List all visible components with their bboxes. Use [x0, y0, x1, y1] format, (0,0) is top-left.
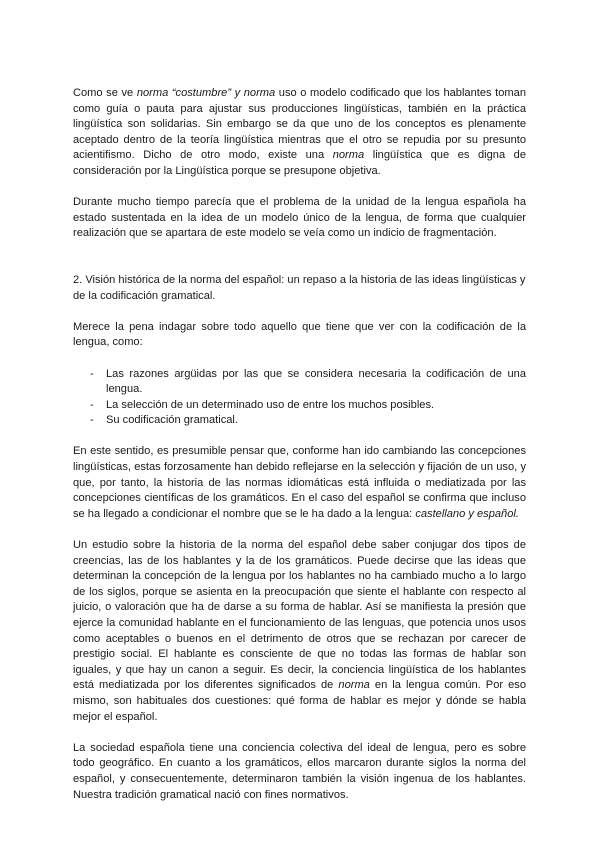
list-dash: -	[90, 398, 94, 411]
list-item: - La selección de un determinado uso de entre los muchos posibles.	[106, 398, 526, 414]
codification-list	[73, 367, 526, 429]
paragraph-concepciones: En este sentido, es presumible pensar que, conforme han ido cambiando las concepciones lingüísticas, estas forzosamente han debido reflejarse en la selección y fijación de un uso, y que, por tanto, la historia de las normas idiomáticas está influida o mediatizada por las concepciones científicas de los gramáticos. En el caso del español se confirma que incluso se ha llegado a condicionar el nombre que se le ha dado a la lengua: castellano y español.	[73, 445, 526, 520]
emphasis-norma: norma	[338, 679, 370, 692]
paragraph-sociedad-espanola: La sociedad española tiene una conciencia colectiva del ideal de lengua, pero es sobre todo geográfico. En cuanto a los gramáticos, ellos marcaron durante siglos la norma del español, y consecuentemente, determinaron también la visión ingenua de los hablantes. Nuestra tradición gramatical nació con fines normativos.	[73, 741, 526, 801]
emphasis-norma-costumbre: norma “costumbre” y norma	[136, 87, 276, 99]
section-heading: 2. Visión histórica de la norma del español: un repaso a la historia de las ideas lingüísticas y de la codificación gramatical.	[73, 273, 526, 302]
list-item: - Las razones argüidas por las que se considera necesaria la codificación de una lengua.	[90, 367, 526, 396]
paragraph-codificacion-intro: Merece la pena indagar sobre todo aquello que tiene que ver con la codificación de la lengua, como:	[73, 320, 526, 349]
paragraph-norma-costumbre: Como se ve norma “costumbre” y norma uso o modelo codificado que los hablantes toman como guía o pauta para ajustar sus producciones lingüísticas, también en la práctica lingüística son solidarias. Sin embargo se da que uno de los conceptos es plenamente aceptado dentro de la teoría lingüística mientras que el otro se repudia por su presunto acientifismo. Dicho de otro modo, existe una norma lingüística que es digna de consideración por la Lingüística porque se presupone objetiva.	[73, 87, 527, 177]
list-dash: -	[90, 367, 94, 380]
paragraph-unidad-lengua: Durante mucho tiempo parecía que el problema de la unidad de la lengua española ha estado sustentada en la idea de un modelo único de la lengua, de forma que cualquier realización que se apartara de este modelo se veía como un indicio de fragmentación.	[73, 196, 526, 240]
list-item: - Su codificación gramatical.	[106, 413, 526, 429]
paragraph-creencias: Un estudio sobre la historia de la norma del español debe saber conjugar dos tipos de creencias, las de los hablantes y la de los gramáticos. Puede decirse que las ideas que determinan la concepción de la lengua por los hablantes no ha cambiado mucho a lo largo de los siglos, porque se asienta en la preocupación que siente el hablante con respecto al juicio, o valoración que ha de darse a su forma de hablar. Así se manifiesta la presión que ejerce la comunidad hablante en el funcionamiento de las lenguas, que potencia unos usos como aceptables o buenos en el detrimento de otros que se rechazan por carecer de prestigio social. El hablante es consciente de que no todas las formas de hablar son iguales, y que hay un canon a seguir. Es decir, la conciencia lingüística de los hablantes está mediatizada por los diferentes significados de norma en la lengua común. Por eso mismo, son habituales dos cuestiones: qué forma de hablar es mejor y dónde se habla mejor el español.	[73, 539, 526, 723]
emphasis-castellano-espanol: castellano y español.	[415, 507, 519, 520]
emphasis-norma: norma	[332, 149, 365, 162]
document-body	[73, 86, 526, 819]
list-dash: -	[90, 414, 94, 427]
